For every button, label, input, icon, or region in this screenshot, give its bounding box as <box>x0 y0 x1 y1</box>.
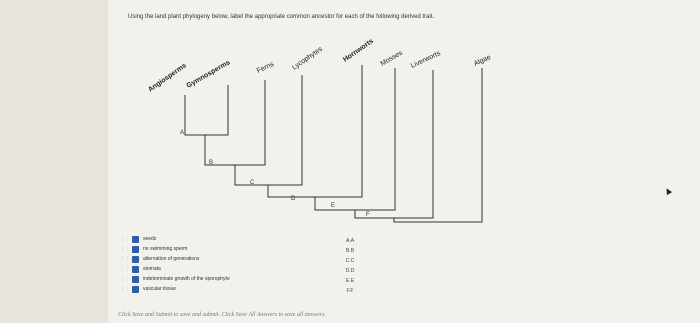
select-icon[interactable] <box>132 236 139 243</box>
node-label-c: C <box>250 180 255 186</box>
trait-item[interactable] <box>120 284 230 294</box>
taxon-hornworts: Hornworts <box>342 37 375 64</box>
select-icon[interactable] <box>132 286 139 293</box>
answer-option[interactable]: F.F <box>346 288 354 294</box>
drag-handle-icon[interactable]: ⋮⋮ <box>120 265 130 272</box>
branch-b <box>205 80 265 165</box>
trait-item[interactable] <box>120 244 230 254</box>
trait-label: alternation of generations <box>143 256 200 262</box>
select-icon[interactable] <box>132 246 139 253</box>
select-icon[interactable] <box>132 266 139 273</box>
answer-option[interactable]: E.E <box>345 278 355 284</box>
taxon-ferns: Ferns <box>255 60 276 75</box>
trait-label: no swimming sperm <box>143 246 188 252</box>
trait-item[interactable] <box>120 234 230 244</box>
drag-handle-icon[interactable]: ⋮⋮ <box>120 255 130 262</box>
footer-instructions: Click Save and Submit to save and submit. Click Save All Answers to save all answers. <box>118 312 326 318</box>
trait-label: indeterminate growth of the sporophyte <box>143 276 230 282</box>
trait-item[interactable] <box>120 264 230 274</box>
answer-option[interactable]: C.C <box>345 258 355 264</box>
node-label-a: A <box>180 130 185 136</box>
select-icon[interactable] <box>132 276 139 283</box>
drag-handle-icon[interactable]: ⋮⋮ <box>120 285 130 292</box>
taxon-liverworts: Liverworts <box>409 49 442 70</box>
branch-f <box>355 70 433 218</box>
node-label-f: F <box>366 212 370 218</box>
trait-label: seeds <box>143 236 157 242</box>
branch-e <box>315 68 395 210</box>
branch-algae <box>394 68 482 222</box>
trait-item[interactable] <box>120 274 230 284</box>
drag-handle-icon[interactable]: ⋮⋮ <box>120 235 130 242</box>
drag-handle-icon[interactable]: ⋮⋮ <box>120 245 130 252</box>
trait-label: vascular tissue <box>143 286 177 292</box>
trait-label: stomata <box>143 266 161 272</box>
taxon-lycophytes: Lycophytes <box>291 45 324 72</box>
question-text: Using the land plant phylogeny below, label the appropriate common ancestor for each of the following derived trait. <box>128 14 435 20</box>
taxon-gymnosperms: Gymnosperms <box>185 59 232 90</box>
answer-options <box>340 236 360 296</box>
select-icon[interactable] <box>132 256 139 263</box>
branch-a <box>185 85 228 135</box>
drag-handle-icon[interactable]: ⋮⋮ <box>120 275 130 282</box>
node-label-d: D <box>291 196 296 202</box>
taxon-mosses: Mosses <box>379 49 404 68</box>
node-label-e: E <box>331 203 336 209</box>
trait-item[interactable] <box>120 254 230 264</box>
trait-list <box>120 234 230 294</box>
node-label-b: B <box>209 160 214 166</box>
answer-option[interactable]: D.D <box>345 268 355 274</box>
answer-option[interactable]: A.A <box>345 238 355 244</box>
branch-c <box>235 75 302 185</box>
taxon-algae: Algae <box>472 53 493 68</box>
taxon-angiosperms: Angiosperms <box>147 62 188 94</box>
answer-option[interactable]: B.B <box>345 248 355 254</box>
branch-d <box>268 65 362 197</box>
